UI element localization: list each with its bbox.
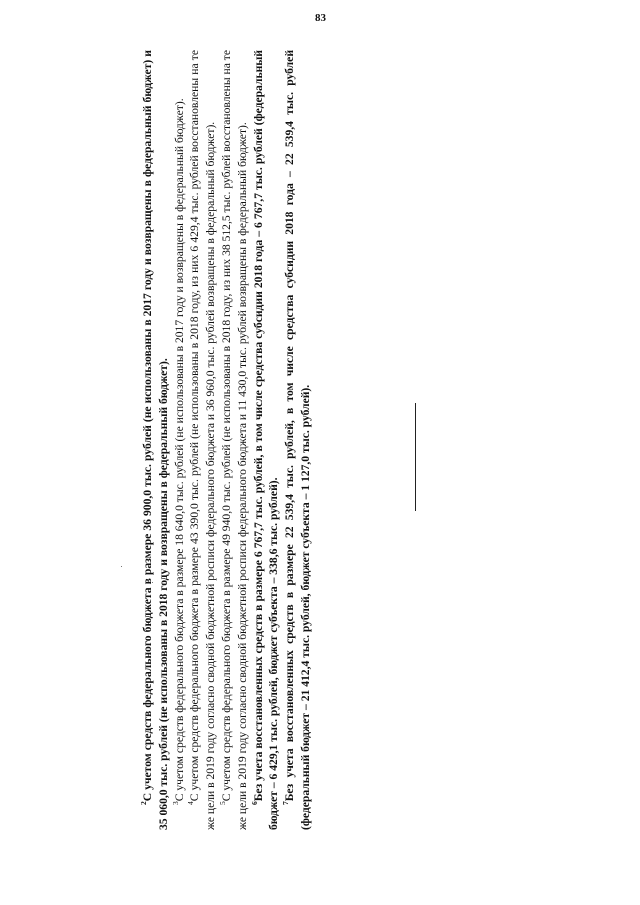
footnote-4 (187, 50, 219, 830)
footnote-mark: 5 (218, 801, 228, 805)
footnote-mark: 4 (186, 801, 196, 805)
footnote-5 (219, 50, 251, 830)
footnote-2 (140, 50, 172, 830)
footnote-text: С учетом средств федерального бюджета в размере 18 640,0 тыс. рублей (не использованы в 2017 году и возвращены в федеральный бюджет). (172, 98, 186, 802)
footnote-7 (282, 50, 314, 830)
separator-rule (415, 403, 416, 511)
footnote-3 (172, 50, 188, 830)
footnote-mark: 2 (139, 801, 149, 805)
footnotes-block (140, 50, 385, 830)
footnote-text: Без учета восстановленных средств в размере 6 767,7 тыс. рублей, в том числе средства субсидии 2018 года – 6 767,7 тыс. рублей (федеральный бюджет – 6 429,1 тыс. рублей, бюджет субъекта – 338,6 тыс. рублей). (251, 50, 281, 830)
footnote-text: С учетом средств федерального бюджета в размере 43 390,0 тыс. рублей (не использованы в 2018 году, из них 6 429,4 тыс. рублей восстановлены на те же цели в 2019 году согласно сводной бюджетной росписи федерального бюджета и 36 960,0 тыс. рублей возвращены в федеральный бюджет). (188, 50, 218, 830)
footnote-text: С учетом средств федерального бюджета в размере 36 900,0 тыс. рублей (не использованы в 2017 году и возвращены в федеральный бюджет) и 35 060,0 тыс. рублей (не использованы в 2018 году и возвращены в федеральный бюджет). (141, 50, 170, 830)
footnote-mark: 6 (249, 801, 259, 805)
page-number: 83 (315, 12, 326, 24)
footnote-6 (251, 50, 283, 830)
scan-speck (121, 566, 122, 567)
footnote-text: С учетом средств федерального бюджета в размере 49 940,0 тыс. рублей (не использованы в 2018 году, из них 38 512,5 тыс. рублей восстановлены на те же цели в 2019 году согласно сводной бюджетной росписи федерального бюджета и 11 430,0 тыс. рублей возвращены в федеральный бюджет). (219, 49, 249, 830)
footnote-text: Без учета восстановленных средств в размере 22 539,4 тыс. рублей, в том числе средства субсидии 2018 года – 22 539,4 тыс. рублей (федеральный бюджет – 21 412,4 тыс. рублей, бюджет субъекта – 1 127,0 тыс. рублей). (283, 50, 312, 830)
footnote-mark: 7 (281, 801, 291, 805)
footnote-mark: 3 (170, 801, 180, 805)
